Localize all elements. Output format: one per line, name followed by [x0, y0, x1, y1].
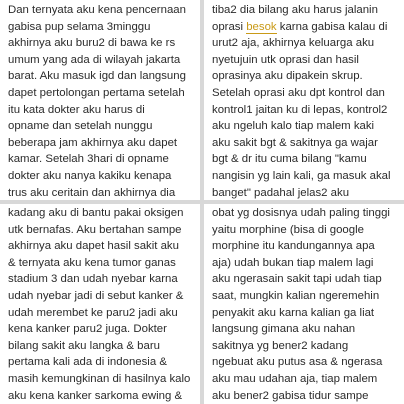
text-line: bgt & dr itu cuma bilang "kamu	[212, 153, 367, 166]
text-line: yaitu morphine (bisa di google	[212, 223, 364, 236]
text-line: urut2 aja, akhirnya keluarga aku	[212, 37, 375, 50]
text-line: dapet pertolongan pertama setelah	[8, 86, 185, 99]
text-line: udah nyebar jadi di sebut kanker &	[8, 289, 184, 302]
text-line: barat. Aku masuk igd dan langsung	[8, 70, 186, 83]
text-line: kamar. Setelah 3hari di opname	[8, 153, 169, 166]
note-panel-bottom-right	[204, 204, 404, 404]
note-panel-bottom-left	[0, 204, 200, 404]
text-line: kontrol1 jaitan ku di lepas, kontrol2	[212, 103, 388, 116]
text-line: aku ngerasain sakit tapi udah tiap	[212, 273, 382, 286]
text-line-with-highlight	[212, 19, 400, 36]
text-line: akhirnya aku dapet hasil sakit aku	[8, 240, 179, 253]
text-line: penyakit aku karna kalian ga liat	[212, 306, 375, 319]
highlighted-word: besok	[246, 20, 277, 33]
text-line: langsung gimana aku nahan	[212, 323, 356, 336]
text-line: saat, mungkin kalian ngeremehin	[212, 289, 380, 302]
text-line: ngebuat aku putus asa & ngerasa	[212, 356, 383, 369]
text-line: dokter aku nanya kakiku kenapa	[8, 169, 172, 182]
text-line: kena kanker paru2 juga. Dokter	[8, 323, 167, 336]
text-segment: oprasi	[212, 20, 247, 33]
text-line: pertama kali ada di indonesia &	[8, 356, 167, 369]
text-line: trus aku ceritain dan akhirnya dia	[8, 186, 176, 199]
text-line: itu kata dokter aku harus di	[8, 103, 145, 116]
text-line: umum yang ada di wilayah jakarta	[8, 53, 181, 66]
text-line: Setelah oprasi aku dpt kontrol dan	[212, 86, 385, 99]
text-line: aku mau udahan aja, tiap malem	[212, 372, 378, 385]
text-line: bilang sakit aku langka & baru	[8, 339, 160, 352]
text-line: aja) udah bukan tiap malem lagi	[212, 256, 374, 269]
text-line: udah merembet ke paru2 jadi aku	[8, 306, 178, 319]
text-line: banget" padahal jelas2 aku	[212, 186, 350, 199]
text-line: obat yg dosisnya udah paling tinggi	[212, 207, 390, 219]
text-line: oprasinya aku dipakein skrup.	[212, 70, 363, 83]
text-line: aku sakit bgt & sakitnya ga wajar	[212, 136, 378, 149]
text-line: morphine itu kandungannya apa	[212, 240, 375, 253]
text-line: nyetujuin utk oprasi dan hasil	[212, 53, 359, 66]
text-line: akhirnya aku buru2 di bawa ke rs	[8, 37, 176, 50]
text-line: gabisa pup selama 3minggu	[8, 20, 151, 33]
text-line: sakitnya yg bener2 kadang	[212, 339, 349, 352]
text-line: tiba2 dia bilang aku harus jalanin	[212, 4, 378, 16]
text-line: stadium 3 dan udah nyebar karna	[8, 273, 178, 286]
text-segment: karna gabisa kalau di	[276, 20, 388, 33]
text-line: utk bernafas. Aku bertahan sampe	[8, 223, 182, 236]
note-panel-top-left	[0, 0, 200, 200]
text-line: opname dan setelah nunggu	[8, 120, 153, 133]
text-line: beberapa jam akhirnya aku dapet	[8, 136, 178, 149]
text-line: Dan ternyata aku kena pencernaan	[8, 4, 186, 16]
text-line: & ternyata aku kena tumor ganas	[8, 256, 176, 269]
text-line: kadang aku di bantu pakai oksigen	[8, 207, 184, 219]
text-line: aku ngeluh kalo tiap malem kaki	[212, 120, 375, 133]
text-line: masih kemungkinan di hasilnya kalo	[8, 372, 191, 385]
note-panel-top-right	[204, 0, 404, 200]
text-line: nangisin yg lain kali, ga masuk akal	[212, 169, 391, 182]
text-line: aku bener2 gabisa tidur sampe	[212, 389, 369, 402]
text-line: aku kena kanker sarkoma ewing &	[8, 389, 183, 402]
